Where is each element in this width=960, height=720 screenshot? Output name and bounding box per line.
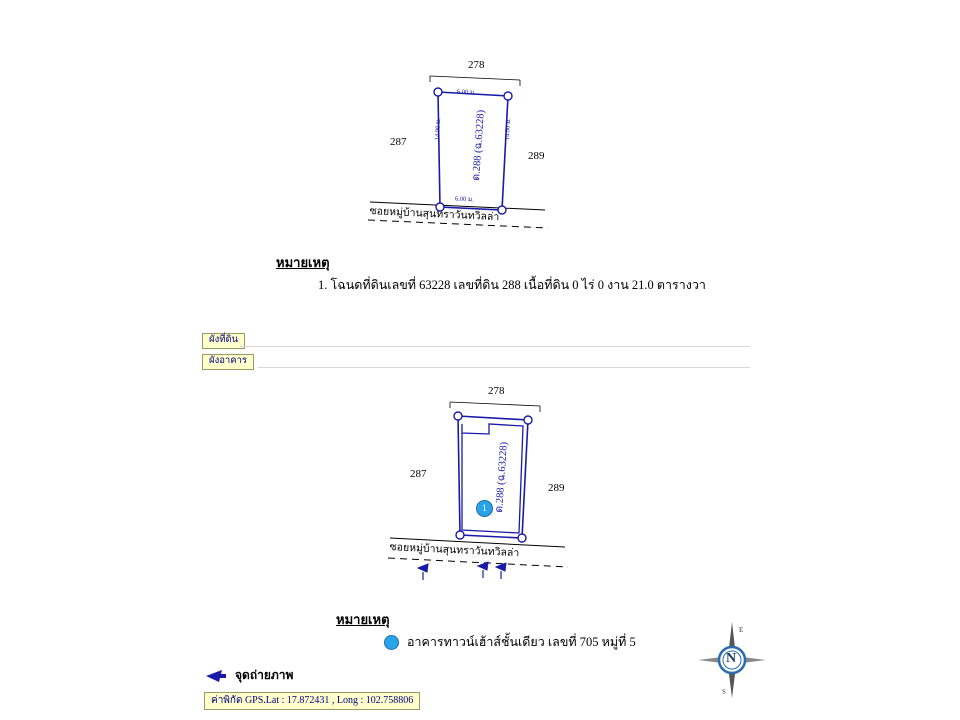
dimension-top: 6.00 ม. bbox=[456, 88, 477, 97]
camera-direction-icon bbox=[418, 562, 506, 580]
building-marker-1: 1 bbox=[476, 500, 493, 517]
tag-button-building-plan[interactable] bbox=[202, 350, 254, 370]
tag-button-land-plan[interactable] bbox=[202, 329, 245, 349]
notes-bottom-title bbox=[336, 609, 390, 630]
neighbor-parcel-north: 278 bbox=[468, 59, 485, 71]
neighbor-parcel-west: 287 bbox=[410, 468, 427, 480]
road-label: ซอยหมู่บ้านสุนทราวันทวิลล่า bbox=[369, 205, 500, 224]
compass-rose bbox=[694, 618, 770, 702]
camera-direction-icon bbox=[204, 668, 228, 684]
neighbor-parcel-east: 289 bbox=[528, 150, 545, 162]
compass-label-e: E bbox=[739, 626, 744, 634]
notes-top-item-1 bbox=[318, 275, 706, 295]
dimension-left: 14.00 ม. bbox=[433, 117, 443, 141]
notes-title-text: หมายเหตุ bbox=[336, 612, 390, 627]
photo-direction-label: จุดถ่ายภาพ bbox=[235, 668, 294, 682]
parcel-label: ด.288 (ฉ.63228) bbox=[470, 109, 487, 182]
compass-north-label: N bbox=[726, 651, 737, 666]
compass-label-s: S bbox=[722, 688, 726, 696]
notes-title-text: หมายเหตุ bbox=[276, 255, 330, 270]
land-plan-top bbox=[330, 50, 630, 250]
divider-line-2 bbox=[258, 367, 750, 368]
legend-label-text: อาคารทาวน์เฮ้าส์ชั้นเดียว เลขที่ 705 หมู่ที่ 5 bbox=[407, 635, 636, 649]
dimension-right: 14.00 ม. bbox=[503, 117, 513, 141]
dimension-bottom: 6.00 ม. bbox=[454, 195, 475, 204]
blue-circle-marker-icon bbox=[384, 635, 399, 650]
neighbor-parcel-north: 278 bbox=[488, 385, 505, 397]
photo-direction-legend bbox=[204, 666, 293, 685]
tag-button-land-plan-label[interactable]: ผังที่ดิน bbox=[202, 333, 245, 349]
notes-item-text: 1. โฉนดที่ดินเลขที่ 63228 เลขที่ดิน 288 เนื้อที่ดิน 0 ไร่ 0 งาน 21.0 ตารางวา bbox=[318, 278, 706, 292]
neighbor-parcel-west: 287 bbox=[390, 136, 407, 148]
tag-button-building-plan-label[interactable]: ผังอาคาร bbox=[202, 354, 254, 370]
parcel-label: ด.288 (ฉ.63228) bbox=[493, 441, 510, 514]
road-label: ซอยหมู่บ้านสุนทราวันทวิลล่า bbox=[389, 541, 520, 560]
gps-coordinate-box bbox=[204, 690, 420, 708]
gps-coordinate-text: ค่าพิกัด GPS.Lat : 17.872431 , Long : 102.758806 bbox=[204, 692, 420, 710]
neighbor-parcel-east: 289 bbox=[548, 482, 565, 494]
divider-line-1 bbox=[240, 346, 750, 347]
notes-top-title bbox=[276, 252, 330, 273]
legend-row-building bbox=[384, 632, 636, 652]
building-plan-bottom bbox=[350, 385, 650, 600]
